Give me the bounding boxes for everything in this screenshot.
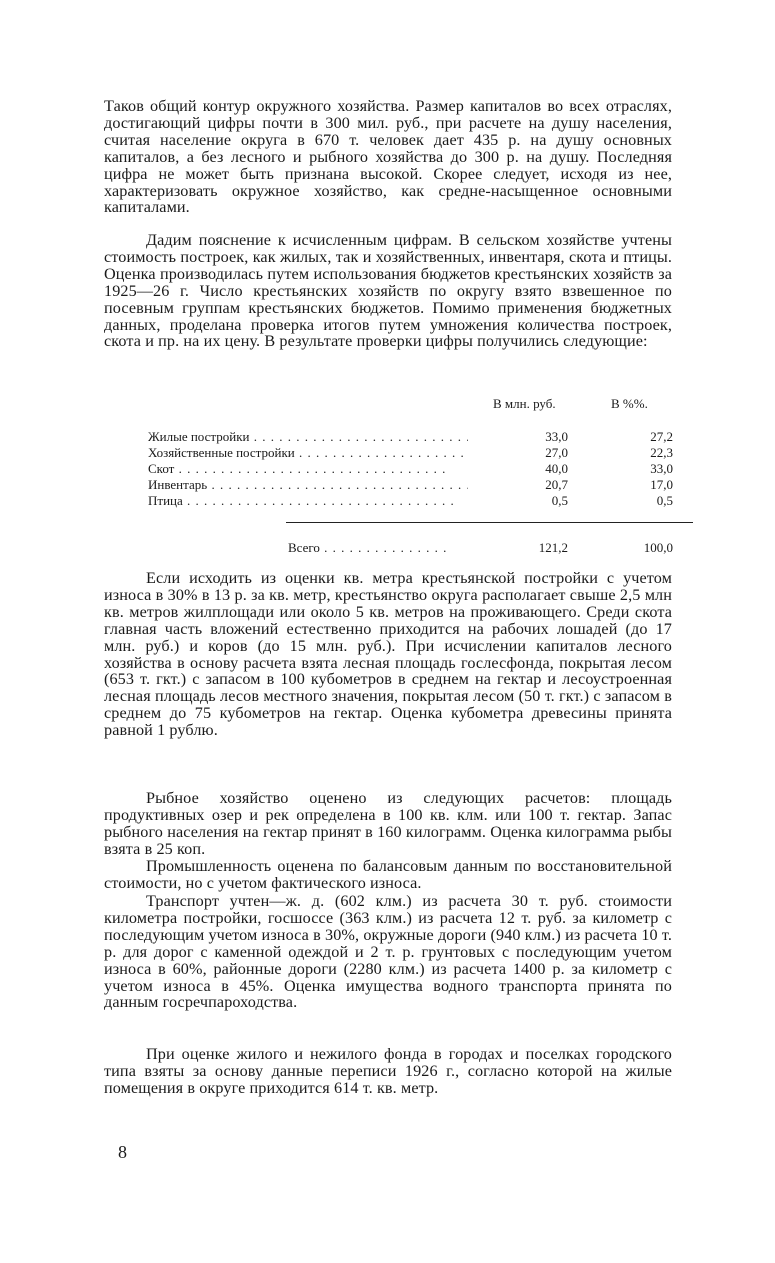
total-label: Всего . . . [288, 540, 468, 556]
paragraph-6: Транспорт учтен—ж. д. (602 клм.) из расчета 30 т. руб. стоимости километра постройки, госшоссе (363 клм.) из расчета 12 т. руб. за километр с последующим учетом износа в 30%, окружные дороги (940 клм.) из расчета 10 т. р. для дорог с каменной одеждой и 2 т. р. грунтовых с последующим учетом износа в 60%, районные дороги (2280 клм.) из расчета 1400 р. за километр с учетом износа в 45%. Оценка имущества водного транспорта принята по данным госречпароходства. [104, 892, 672, 1012]
row-value-pct: 27,2 [650, 429, 673, 444]
paragraph-7: При оценке жилого и нежилого фонда в городах и поселках городского типа взяты за основу данные переписи 1926 г., согласно которой на жилые помещения в округе приходится 614 т. кв. метр. [104, 1045, 672, 1097]
row-value-pct: 0,5 [656, 493, 673, 508]
row-label: Инвентарь . . . [148, 477, 468, 493]
row-label: Птица . . . [148, 493, 468, 509]
table-row [148, 477, 693, 493]
table-row [148, 493, 693, 509]
column-header-rub: В млн. руб. [493, 396, 556, 411]
row-label: Скот . . . [148, 461, 468, 477]
page-number: 8 [118, 1142, 127, 1162]
paragraph-5: Промышленность оценена по балансовым данным по восстановительной стоимости, но с учетом фактического износа. [104, 857, 672, 892]
table-total-rule [286, 522, 693, 523]
row-value-pct: 17,0 [650, 477, 673, 492]
row-label: Жилые постройки . . . [148, 429, 468, 445]
table-row [148, 461, 693, 477]
table-row [148, 429, 693, 445]
row-value-rub: 27,0 [545, 445, 568, 460]
paragraph-4: Рыбное хозяйство оценено из следующих расчетов: площадь продуктивных озер и рек определена в 100 кв. клм. или 100 т. гектар. Запас рыбного населения на гектар принят в 160 килограмм. Оценка килограмма рыбы взята в 25 коп. [104, 789, 672, 858]
row-value-pct: 33,0 [650, 461, 673, 476]
total-value-rub: 121,2 [538, 540, 568, 555]
total-value-pct: 100,0 [643, 540, 673, 555]
table-row [148, 445, 693, 461]
row-value-rub: 33,0 [545, 429, 568, 444]
row-label: Хозяйственные постройки . . . [148, 445, 468, 461]
row-value-pct: 22,3 [650, 445, 673, 460]
paragraph-3: Если исходить из оценки кв. метра крестьянской постройки с учетом износа в 30% в 13 р. за кв. метр, крестьянство округа располагает свыше 2,5 млн кв. метров жилплощади или около 5 кв. метров на проживающего. Среди скота главная часть вложений естественно приходится на рабочих лошадей (до 17 млн. руб.) и коров (до 15 млн. руб.). При исчислении капиталов лесного хозяйства в основу расчета взята лесная площадь гослесфонда, покрытая лесом (653 т. гкт.) с запасом в 100 кубометров в среднем на гектар и лесоустроенная лесная площадь лесов местного значения, покрытая лесом (50 т. гкт.) с запасом в среднем до 75 кубометров на гектар. Оценка кубометра древесины принята равной 1 рублю. [104, 569, 672, 740]
paragraph-2: Дадим пояснение к исчисленным цифрам. В сельском хозяйстве учтены стоимость построек, как жилых, так и хозяйственных, инвентаря, скота и птицы. Оценка производилась путем использования бюджетов крестьянских хозяйств за 1925—26 г. Число крестьянских хозяйств по округу взято взвешенное по посевным группам крестьянских бюджетов. Помимо применения бюджетных данных, проделана проверка итогов путем умножения количества построек, скота и пр. на их цену. В результате проверки цифры получились следующие: [104, 231, 672, 351]
row-value-rub: 20,7 [545, 477, 568, 492]
row-value-rub: 40,0 [545, 461, 568, 476]
column-header-pct: В %%. [611, 396, 648, 411]
row-value-rub: 0,5 [551, 493, 568, 508]
paragraph-1: Таков общий контур окружного хозяйства. Размер капиталов во всех отраслях, достигающий цифры почти в 300 мил. руб., при расчете на душу населения, считая население округа в 670 т. человек дает 435 р. на душу основных капиталов, а без лесного и рыбного хозяйства до 300 р. на душу. Последняя цифра не может быть признана высокой. Скорее следует, исходя из нее, характеризовать окружное хозяйство, как средне-насыщенное основными капиталами. [104, 97, 672, 217]
